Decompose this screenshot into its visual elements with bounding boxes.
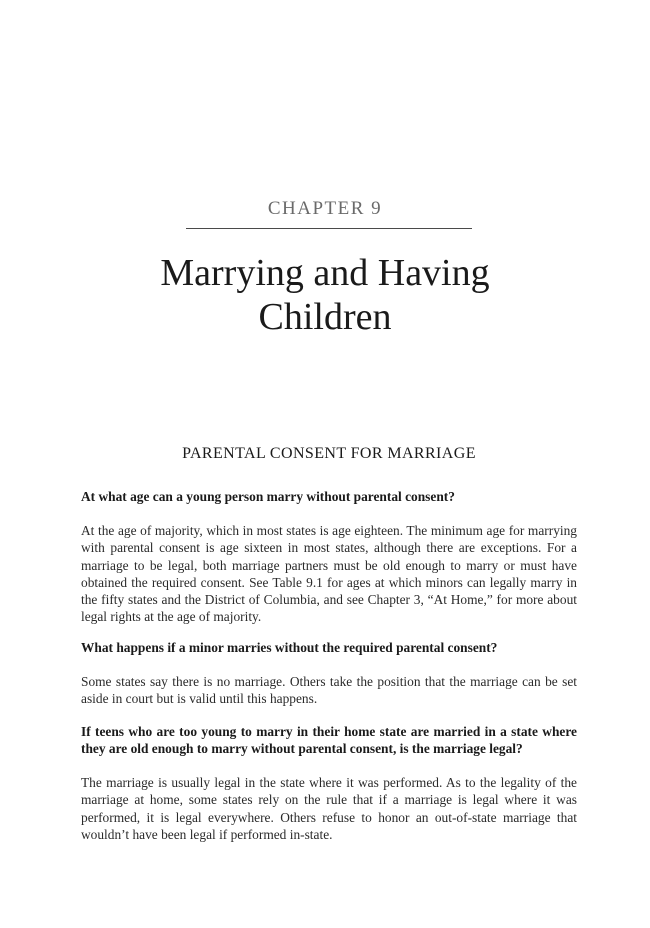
chapter-title bbox=[0, 251, 650, 339]
chapter-divider bbox=[186, 228, 472, 229]
question-2: What happens if a minor marries without the required parental consent? bbox=[81, 640, 498, 655]
answer-1: At the age of majority, which in most states is age eighteen. The minimum age for marrying with parental consent is age sixteen in most states, although there are exceptions. For a marriage to be legal, both marriage partners must be old enough to marry or must have obtained the required consent. See Table 9.1 for ages at which minors can legally marry in the fifty states and the District of Columbia, and see Chapter 3, “At Home,” for more about legal rights at the age of majority. bbox=[81, 523, 577, 625]
answer-3: The marriage is usually legal in the state where it was performed. As to the legality of the marriage at home, some states rely on the rule that if a marriage is legal where it was performed, it is legal everywhere. Others refuse to honor an out-of-state marriage that wouldn’t have been legal if performed in-state. bbox=[81, 775, 577, 842]
answer-2: Some states say there is no marriage. Others take the position that the marriage can be set aside in court but is valid until this happens. bbox=[81, 674, 577, 707]
section-heading: PARENTAL CONSENT FOR MARRIAGE bbox=[182, 445, 476, 462]
chapter-title-line-1: Marrying and Having bbox=[160, 252, 490, 294]
question-3: If teens who are too young to marry in their home state are married in a state where they are old enough to marry without parental consent, is the marriage legal? bbox=[81, 724, 577, 757]
question-1: At what age can a young person marry without parental consent? bbox=[81, 489, 455, 504]
chapter-title-line-2: Children bbox=[258, 296, 392, 338]
chapter-label: CHAPTER 9 bbox=[267, 198, 383, 219]
